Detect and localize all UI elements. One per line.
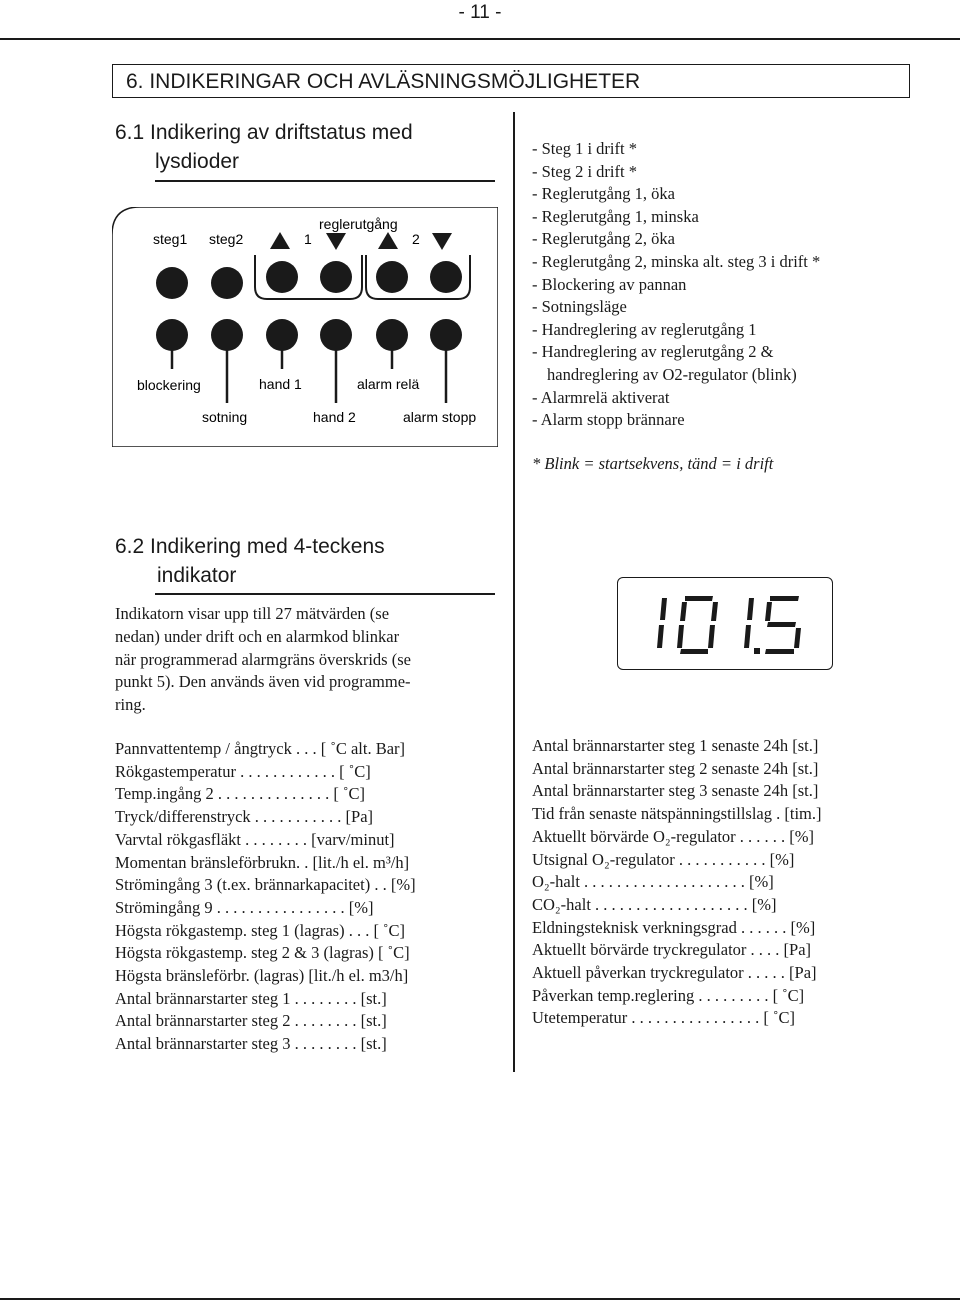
- list-item: Utsignal O₂-regulator . . . . . . . . . . . [%]: [532, 849, 795, 869]
- digit-1: [657, 598, 667, 648]
- list-item: Rökgastemperatur . . . . . . . . . . . . [ ˚C]: [115, 761, 371, 781]
- status-line: - Handreglering av reglerutgång 2 &: [532, 342, 774, 362]
- led-steg2: [211, 267, 243, 299]
- status-line: - Reglerutgång 1, öka: [532, 184, 675, 204]
- display-digits: [618, 578, 831, 668]
- intro-paragraph: [115, 603, 505, 717]
- led-output2-increase: [376, 261, 408, 293]
- list-item: Momentan bränsleförbrukn. . [lit./h el. m³/h]: [115, 852, 410, 872]
- list-item: Aktuellt börvärde O₂-regulator . . . . . . [%]: [532, 826, 815, 846]
- label-blockering: blockering: [137, 377, 201, 393]
- digit-5: [765, 596, 801, 654]
- paragraph-line: punkt 5). Den används även vid programme-: [115, 672, 411, 692]
- decrease-2-icon: [432, 233, 452, 250]
- decrease-1-icon: [326, 233, 346, 250]
- label-alarm-stopp: alarm stopp: [403, 409, 477, 425]
- status-line: - Blockering av pannan: [532, 274, 687, 294]
- digit-0: [677, 596, 718, 654]
- list-item: Högsta bränsleförbr. (lagras) [lit./h el. m3/h]: [115, 966, 409, 986]
- list-item: Antal brännarstarter steg 2 senaste 24h [st.]: [532, 758, 819, 778]
- increase-2-icon: [378, 232, 398, 249]
- top-rule: [0, 38, 960, 40]
- label-output-1: 1: [304, 231, 312, 247]
- status-list: [532, 138, 820, 432]
- status-line: handreglering av O2-regulator (blink): [547, 364, 797, 384]
- paragraph-line: ring.: [115, 695, 146, 715]
- led-panel-diagram: [112, 207, 498, 447]
- list-item: Strömingång 3 (t.ex. brännarkapacitet) . . [%]: [115, 875, 416, 895]
- page-number: - 11 -: [458, 2, 502, 23]
- led-alarm-rela: [376, 319, 408, 351]
- list-item: Högsta rökgastemp. steg 1 (lagras) . . . [ ˚C]: [115, 920, 406, 940]
- paragraph-line: när programmerad alarmgräns överskrids (se: [115, 649, 411, 669]
- list-item: Antal brännarstarter steg 2 . . . . . . . . [st.]: [115, 1011, 387, 1031]
- led-alarm-stopp: [430, 319, 462, 351]
- bottom-rule: [0, 1298, 960, 1300]
- status-line: - Steg 1 i drift *: [532, 139, 637, 158]
- four-digit-display: [617, 577, 833, 670]
- paragraph-line: Indikatorn visar upp till 27 mätvärden (se: [115, 604, 390, 623]
- digit-1-second: [744, 598, 754, 648]
- heading-6-1: [115, 118, 413, 176]
- led-steg1: [156, 267, 188, 299]
- label-alarm-rela: alarm relä: [357, 376, 420, 392]
- status-line: - Handreglering av reglerutgång 1: [532, 319, 757, 339]
- right-measurement-list: [532, 735, 821, 1030]
- list-item: Antal brännarstarter steg 1 . . . . . . . . [st.]: [115, 988, 387, 1008]
- status-line: - Reglerutgång 2, öka: [532, 229, 675, 249]
- blink-note: * Blink = startsekvens, tänd = i drift: [532, 454, 774, 473]
- label-hand2: hand 2: [313, 409, 356, 425]
- list-item: Påverkan temp.reglering . . . . . . . . . [ ˚C]: [532, 985, 805, 1005]
- list-item: Temp.ingång 2 . . . . . . . . . . . . . . [ ˚C]: [115, 784, 365, 804]
- status-line: - Steg 2 i drift *: [532, 161, 637, 181]
- label-steg2: steg2: [209, 231, 244, 247]
- heading-6-2-line1: 6.2 Indikering med 4-teckens: [115, 535, 385, 558]
- heading-6-1-line1: 6.1 Indikering av driftstatus med: [115, 121, 413, 144]
- list-item: Utetemperatur . . . . . . . . . . . . . . . . [ ˚C]: [532, 1008, 796, 1028]
- label-steg1: steg1: [153, 231, 188, 247]
- list-item: Strömingång 9 . . . . . . . . . . . . . . . . [%]: [115, 897, 374, 917]
- left-measurement-list: [115, 738, 416, 1056]
- status-line: - Sotningsläge: [532, 297, 627, 317]
- decimal-point: [754, 648, 760, 654]
- heading-6-2: [115, 532, 385, 590]
- status-line: - Reglerutgång 1, minska: [532, 206, 699, 226]
- section-title: 6. INDIKERINGAR OCH AVLÄSNINGSMÖJLIGHETER: [126, 70, 641, 93]
- list-item: Varvtal rökgasfläkt . . . . . . . . [varv/minut]: [115, 829, 395, 849]
- heading-6-2-line2: indikator: [157, 564, 237, 587]
- status-line: - Alarm stopp brännare: [532, 410, 685, 430]
- list-item: Eldningsteknisk verkningsgrad . . . . . . [%]: [532, 917, 816, 937]
- label-hand1: hand 1: [259, 376, 302, 392]
- label-reglerutgang: reglerutgång: [319, 216, 398, 232]
- paragraph-line: nedan) under drift och en alarmkod blinkar: [115, 626, 400, 646]
- list-item: Antal brännarstarter steg 3 . . . . . . . . [st.]: [115, 1034, 387, 1054]
- led-hand2: [320, 319, 352, 351]
- label-sotning: sotning: [202, 409, 248, 425]
- list-item: Tryck/differenstryck . . . . . . . . . . . [Pa]: [115, 807, 374, 827]
- list-item: Antal brännarstarter steg 3 senaste 24h [st.]: [532, 781, 819, 801]
- list-item: Aktuell påverkan tryckregulator . . . . . [Pa]: [532, 963, 817, 983]
- list-item: CO₂-halt . . . . . . . . . . . . . . . . . . . [%]: [532, 894, 777, 914]
- list-item: Tid från senaste nätspänningstillslag . [tim.]: [532, 804, 822, 824]
- label-output-2: 2: [412, 231, 420, 247]
- status-line: - Reglerutgång 2, minska alt. steg 3 i drift *: [532, 251, 821, 271]
- list-item: O₂-halt . . . . . . . . . . . . . . . . . . . . [%]: [532, 872, 774, 892]
- heading-6-2-rule: [155, 593, 495, 595]
- list-item: Aktuellt börvärde tryckregulator . . . . [Pa]: [532, 940, 812, 960]
- led-sotning: [211, 319, 243, 351]
- heading-6-1-rule: [155, 180, 495, 182]
- list-item: Högsta rökgastemp. steg 2 & 3 (lagras) [ ˚C]: [115, 943, 410, 963]
- led-output1-decrease: [320, 261, 352, 293]
- list-item: Pannvattentemp / ångtryck . . . [ ˚C alt. Bar]: [115, 739, 406, 758]
- status-line: - Alarmrelä aktiverat: [532, 387, 670, 407]
- heading-6-1-line2: lysdioder: [155, 150, 240, 173]
- column-divider: [513, 112, 515, 1072]
- increase-1-icon: [270, 232, 290, 249]
- led-blockering: [156, 319, 188, 351]
- list-item: Antal brännarstarter steg 1 senaste 24h [st.]: [532, 736, 819, 755]
- led-output1-increase: [266, 261, 298, 293]
- led-hand1: [266, 319, 298, 351]
- led-output2-decrease: [430, 261, 462, 293]
